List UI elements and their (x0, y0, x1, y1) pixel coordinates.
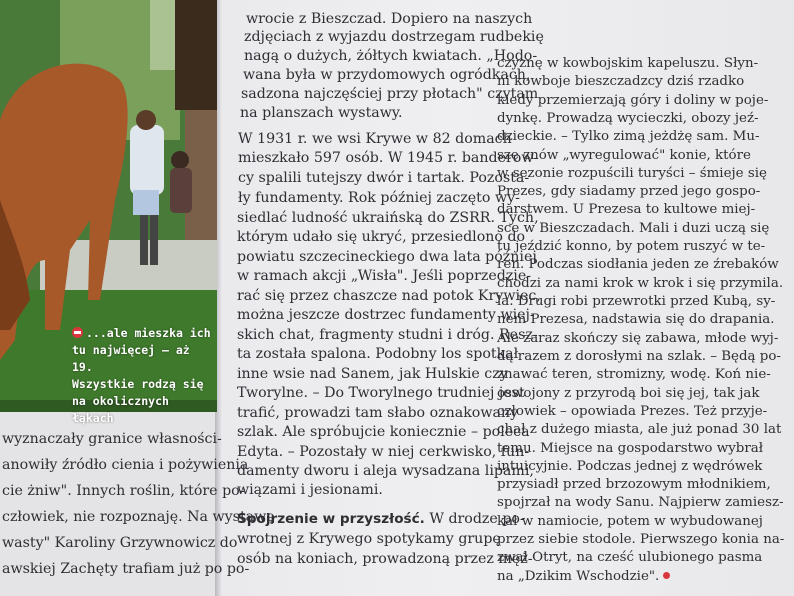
text-line: awskiej Zachęty trafiam już po po- (2, 561, 250, 577)
text-line: człowiek – opowiada Prezes. Też przyje- (497, 404, 768, 419)
text-line: Prezes, gdy siadamy przed jego gospo- (497, 184, 761, 199)
text-line: anowiły źródło cienia i pożywienia (2, 457, 249, 473)
text-line: ły fundamenty. Rok później zaczęto wy- (238, 190, 520, 206)
text-line: mieszkało 597 osób. W 1945 r. banderow- (238, 150, 539, 166)
text-line: dynkę. Prowadzą wycieczki, obozy jeź- (497, 111, 759, 126)
text-line: chodzi za nami krok w krok i się przymila. (497, 276, 784, 291)
text-line: W 1931 r. we wsi Krywe w 82 domach (238, 131, 512, 147)
text-line: spojrzał na wody Sanu. Najpierw zamiesz- (497, 495, 784, 510)
horse-photo (0, 0, 217, 425)
text-line: nem Prezesa, nadstawia się do drapania. (497, 312, 775, 327)
text-line: cy spalili tutejszy dwór i tartak. Pozosta- (238, 170, 530, 186)
text-line: intuicyjnie. Podczas jednej z wędrówek (497, 459, 763, 474)
text-line: sce w Bieszczadach. Mali i duzi uczą się (497, 221, 770, 236)
text-line: dą razem z dorosłymi na szlak. – Będą po- (497, 349, 781, 364)
text-line: skich chat, fragmenty studni i dróg. Resz- (237, 327, 538, 343)
text-line: ren. Podczas siodłania jeden ze źrebaków (497, 257, 779, 272)
text-line: wana była w przydomowych ogródkach, (243, 67, 531, 83)
text-line: sadzona najczęściej przy płotach" czytam (241, 86, 539, 102)
text-line: damenty dworu i aleja wysadzana lipami, (237, 463, 534, 479)
text-line: darstwem. U Prezesa to kultowe miej- (497, 202, 756, 217)
text-fragment: W drodze po- (424, 511, 525, 527)
text-line: Ale zaraz skończy się zabawa, młode wyj- (497, 331, 779, 346)
text-line: czyznę w kowbojskim kapeluszu. Słyn- (497, 56, 759, 71)
photo-caption (72, 325, 212, 427)
text-line: chał z dużego miasta, ale już ponad 30 lat (497, 422, 782, 437)
text-line: trafić, prowadzi tam słabo oznakowany (237, 405, 519, 421)
caption-line: tu najwięcej – aż 19. (72, 343, 190, 374)
caption-marker-icon (72, 327, 83, 338)
text-line: przysiadł przed brzozowym młodnikiem, (497, 477, 771, 492)
text-line: ni kowboje bieszczadzcy dziś rzadko (497, 74, 745, 89)
caption-line: Wszystkie rodzą się (72, 377, 204, 391)
text-line: szę znów „wyregulować" konie, które (497, 148, 751, 163)
text-line: na planszach wystawy. (240, 105, 403, 121)
text-line: kał w namiocie, potem w wybudowanej (497, 514, 763, 529)
text-line: wrocie z Bieszczad. Dopiero na naszych (246, 11, 533, 27)
text-line: wasty" Karoliny Grzywnowicz do (2, 535, 238, 551)
text-line: nagą o dużych, żółtych kwiatach. „Hodo- (244, 48, 538, 64)
end-mark-icon (663, 572, 670, 579)
text-line: zwał Otryt, na cześć ulubionego pasma (497, 550, 763, 565)
text-line: kiedy przemierzają góry i doliny w poje- (497, 93, 769, 108)
text-line: którym udało się ukryć, przesiedlono do (237, 229, 526, 245)
text-line: szlak. Ale spróbujcie koniecznie – poleca (237, 424, 530, 440)
text-line: Tworylne. – Do Tworylnego trudniej jest (237, 385, 525, 401)
text-line: cie żniw". Innych roślin, które po- (2, 483, 245, 499)
text-line: oswojony z przyrodą boi się jej, tak jak (497, 386, 760, 401)
text-line: osób na koniach, prowadzoną przez męż- (237, 551, 533, 567)
text-line: na „Dzikim Wschodzie". (497, 568, 670, 586)
text-line: przez siebie stodole. Pierwszego konia na- (497, 532, 785, 547)
text-line: człowiek, nie rozpoznaję. Na wystawę (2, 509, 275, 525)
caption-line: na okolicznych łąkach (72, 394, 169, 425)
caption-line: ...ale mieszka ich (86, 326, 211, 340)
text-line: Edyta. – Pozostały w niej cerkwisko, fun- (237, 444, 530, 460)
text-line: można jeszcze dostrzec fundamenty wiej- (237, 307, 535, 323)
text-line: w sezonie rozpuścili turyści – śmieje się (497, 166, 767, 181)
text-line: w ramach akcji „Wisła". Jeśli poprzedzie- (237, 268, 532, 284)
text-line: powiatu szczecineckiego dwa lata później (237, 249, 537, 265)
text-line: znawać teren, stromizny, wodę. Koń nie- (497, 367, 771, 382)
text-line: wrotnej z Krywego spotykamy grupę (237, 531, 501, 547)
text-line: la. Drugi robi przewrotki przed Kubą, sy- (497, 294, 776, 309)
section-heading: Spojrzenie w przyszłość. (237, 511, 425, 527)
text-line: siedlać ludność ukraińską do ZSRR. Tych, (237, 210, 539, 226)
text-line: wyznaczały granice własności- (2, 431, 222, 447)
text-line: dzieckie. – Tylko zimą jeżdżę sam. Mu- (497, 129, 760, 144)
text-line: rać się przez chaszcze nad potok Krywiec, (237, 288, 541, 304)
text-line: wiązami i jesionami. (237, 482, 383, 498)
text-line: zdjęciach z wyjazdu dostrzegam rudbekię (244, 29, 544, 45)
text-line: tu jeździć konno, by potem ruszyć w te- (497, 239, 766, 254)
section-heading-line (237, 510, 525, 529)
text-line: temu. Miejsce na gospodarstwo wybrał (497, 441, 764, 456)
text-line: ta została spalona. Podobny los spotkał (237, 346, 519, 362)
text-line: inne wsie nad Sanem, jak Hulskie czy (237, 366, 508, 382)
